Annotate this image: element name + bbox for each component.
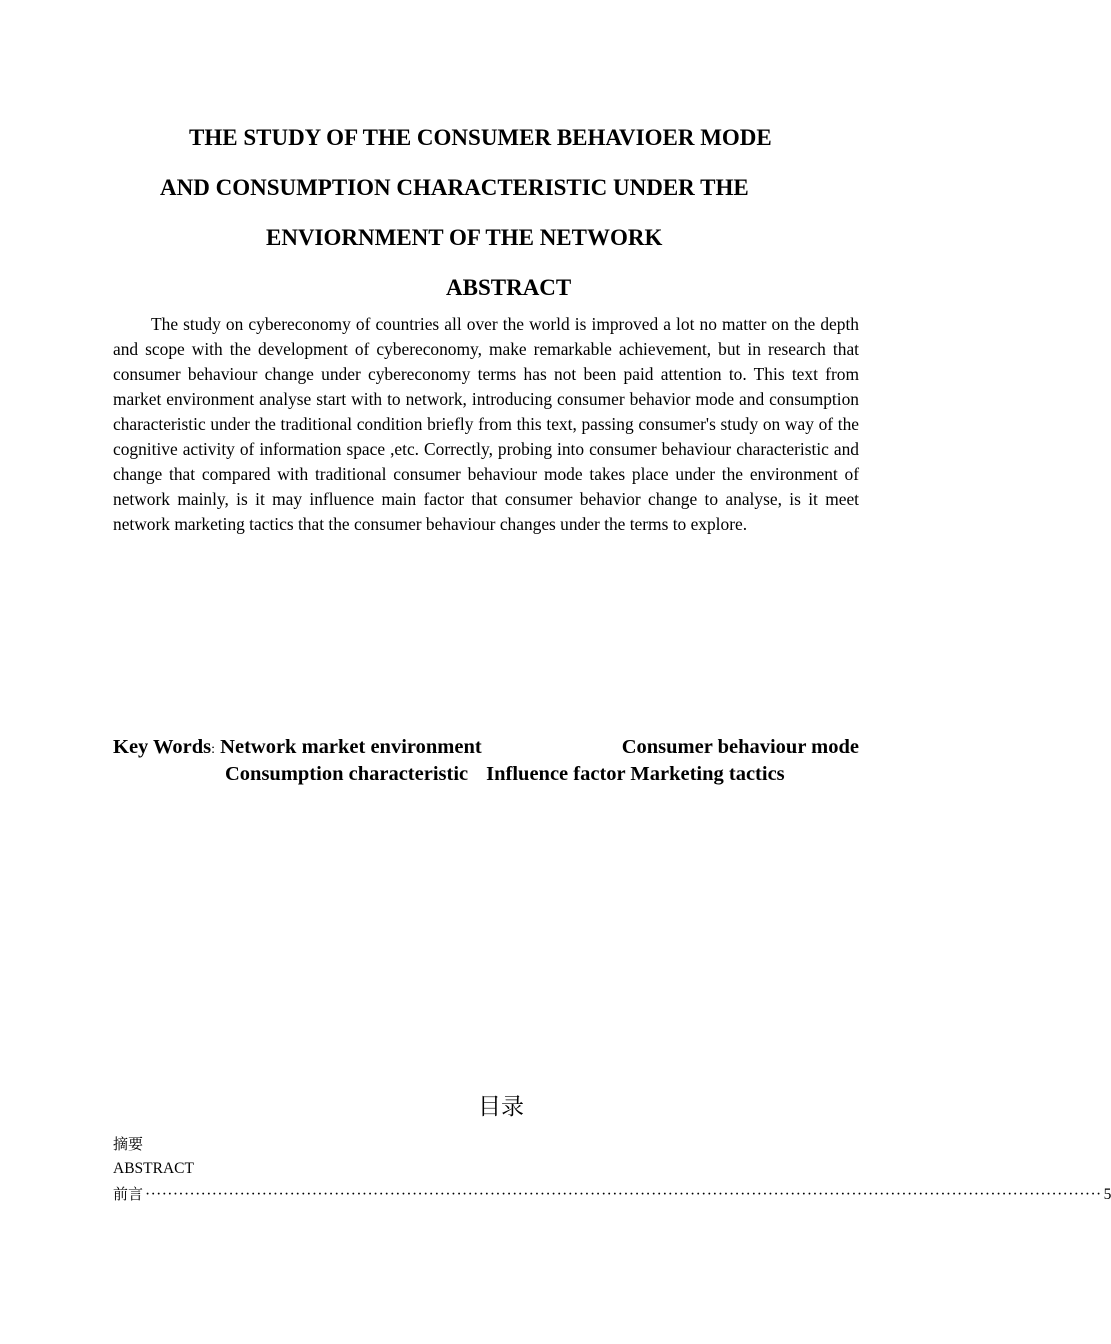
keyword-1: Network market environment [220, 736, 482, 758]
keywords-label-group [113, 735, 482, 762]
keywords-line-1 [113, 735, 859, 762]
toc-item-preface[interactable] [113, 1184, 1111, 1205]
abstract-body: The study on cybereconomy of countries all over the world is improved a lot no matter on the depth and scope with the development of cybereconomy, make remarkable achievement, but in research that consumer behaviour change under cybereconomy terms has not been paid attention to. This text from market environment analyse start with to network, introducing consumer behavior mode and consumption characteristic under the traditional condition briefly from this text, passing consumer's study on way of the cognitive activity of information space ,etc. Correctly, probing into consumer behaviour characteristic and change that compared with traditional consumer behaviour mode takes place under the environment of network mainly, is it may influence main factor that consumer behavior change to analyse, is it meet network marketing tactics that the consumer behaviour changes under the terms to explore. [113, 314, 859, 534]
keywords-line-2 [113, 762, 859, 787]
keyword-3: Consumption characteristic [225, 763, 469, 785]
toc-heading: 目录 [478, 1094, 524, 1120]
title-line-2: AND CONSUMPTION CHARACTERISTIC UNDER THE [160, 175, 749, 200]
keyword-2: Consumer behaviour mode [621, 736, 859, 758]
toc-dot-leader: ············································································································································································ [145, 1186, 1102, 1203]
keywords-colon: : [211, 742, 216, 757]
keywords-block [113, 735, 859, 787]
keywords-label: Key Words [113, 736, 212, 758]
toc-item-label: 前言 [113, 1185, 144, 1203]
toc-item-abstract-cn[interactable]: 摘要 [113, 1135, 144, 1153]
toc-item-abstract-en[interactable]: ABSTRACT [113, 1160, 194, 1177]
toc-page-number: 5 [1103, 1186, 1111, 1203]
title-line-3: ENVIORNMENT OF THE NETWORK [266, 225, 663, 250]
abstract-heading: ABSTRACT [446, 275, 572, 300]
title-line-1: THE STUDY OF THE CONSUMER BEHAVIOER MODE [189, 125, 772, 150]
keyword-4: Influence factor Marketing tactics [486, 763, 785, 785]
